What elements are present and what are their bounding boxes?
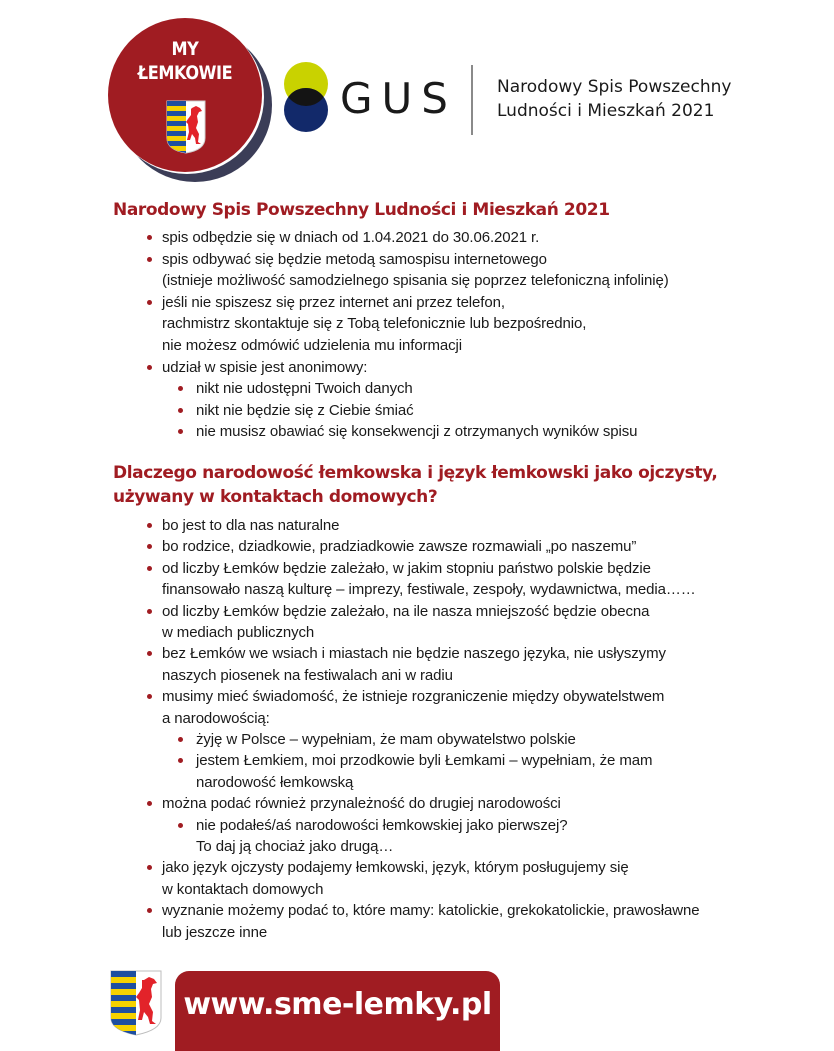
website-link[interactable]: www.sme-lemky.pl <box>183 987 492 1022</box>
badge-crest-icon <box>166 100 206 154</box>
list-item: udział w spisie jest anonimowy: <box>162 358 368 376</box>
list-item: finansowało naszą kulturę – imprezy, festiwale, zespoły, wydawnictwa, media…… <box>162 581 696 599</box>
bullet-icon <box>178 737 183 742</box>
section-2-heading-line-2: używany w kontaktach domowych? <box>113 487 438 507</box>
list-item: bo rodzice, dziadkowie, pradziadkowie zawsze rozmawiali „po naszemu” <box>162 538 637 556</box>
bullet-icon <box>147 865 152 870</box>
list-item: jako język ojczysty podajemy łemkowski, język, którym posługujemy się <box>162 859 629 877</box>
list-item: lub jeszcze inne <box>162 923 268 941</box>
list-item: w kontaktach domowych <box>162 880 324 898</box>
bullet-icon <box>147 235 152 240</box>
list-item: bo jest to dla nas naturalne <box>162 517 340 534</box>
sub-list-item: To daj ją chociaż jako drugą… <box>196 838 394 855</box>
list-item: od liczby Łemków będzie zależało, na ile nasza mniejszość będzie obecna <box>162 602 650 620</box>
list-item: wyznanie możemy podać to, które mamy: katolickie, grekokatolickie, prawosławne <box>162 902 700 920</box>
bullet-icon <box>147 908 152 913</box>
badge-line-2: ŁEMKOWIE <box>137 62 233 84</box>
section-2-heading-line-1: Dlaczego narodowość łemkowska i język łemkowski jako ojczysty, <box>113 463 718 483</box>
bullet-icon <box>147 694 152 699</box>
gus-logo-text: GUS <box>340 74 457 123</box>
list-item: bez Łemków we wsiach i miastach nie będzie naszego języka, nie usłyszymy <box>162 645 666 663</box>
bullet-icon <box>147 801 152 806</box>
sub-list-item: nie musisz obawiać się konsekwencji z otrzymanych wyników spisu <box>196 423 638 441</box>
list-item: (istnieje możliwość samodzielnego spisania się poprzez telefoniczną infolinię) <box>162 272 669 290</box>
sub-list-item: jestem Łemkiem, moi przodkowie byli Łemkami – wypełniam, że mam <box>196 752 653 770</box>
census-title-line-1: Narodowy Spis Powszechny <box>497 77 732 97</box>
bullet-icon <box>147 300 152 305</box>
bullet-icon <box>147 566 152 571</box>
list-item: spis odbędzie się w dniach od 1.04.2021 do 30.06.2021 r. <box>162 229 540 246</box>
list-item: w mediach publicznych <box>162 624 315 641</box>
bullet-icon <box>147 365 152 370</box>
sub-list-item: nikt nie będzie się z Ciebie śmiać <box>196 401 414 419</box>
list-item: rachmistrz skontaktuje się z Tobą telefonicznie lub bezpośrednio, <box>162 315 587 333</box>
bullet-icon <box>178 758 183 763</box>
list-item: można podać również przynależność do drugiej narodowości <box>162 795 561 813</box>
section-1-heading: Narodowy Spis Powszechny Ludności i Mieszkań 2021 <box>113 200 610 220</box>
list-item: spis odbywać się będzie metodą samospisu internetowego <box>162 250 547 268</box>
bullet-icon <box>147 609 152 614</box>
list-item: nie możesz odmówić udzielenia mu informacji <box>162 337 462 354</box>
list-item: od liczby Łemków będzie zależało, w jakim stopniu państwo polskie będzie <box>162 559 651 577</box>
bullet-icon <box>147 651 152 656</box>
list-item: jeśli nie spiszesz się przez internet ani przez telefon, <box>162 293 505 311</box>
header-divider <box>471 65 473 135</box>
badge-line-1: MY <box>171 38 199 60</box>
sub-list-item: nikt nie udostępni Twoich danych <box>196 380 413 398</box>
bullet-icon <box>178 386 183 391</box>
lemko-crest-icon <box>110 970 162 1036</box>
bullet-icon <box>178 408 183 413</box>
bullet-icon <box>147 257 152 262</box>
gus-logo-overlap <box>284 62 328 132</box>
bullet-icon <box>178 823 183 828</box>
bullet-icon <box>178 429 183 434</box>
bullet-icon <box>147 523 152 528</box>
list-item: naszych piosenek na festiwalach ani w radiu <box>162 666 453 684</box>
sub-list-item: narodowość łemkowską <box>196 773 354 791</box>
sub-list-item: żyję w Polsce – wypełniam, że mam obywatelstwo polskie <box>196 731 576 748</box>
list-item: musimy mieć świadomość, że istnieje rozgraniczenie między obywatelstwem <box>162 688 665 706</box>
sub-list-item: nie podałeś/aś narodowości łemkowskiej jako pierwszej? <box>196 816 568 834</box>
census-title-line-2: Ludności i Mieszkań 2021 <box>497 101 715 121</box>
bullet-icon <box>147 544 152 549</box>
list-item: a narodowością: <box>162 709 270 727</box>
